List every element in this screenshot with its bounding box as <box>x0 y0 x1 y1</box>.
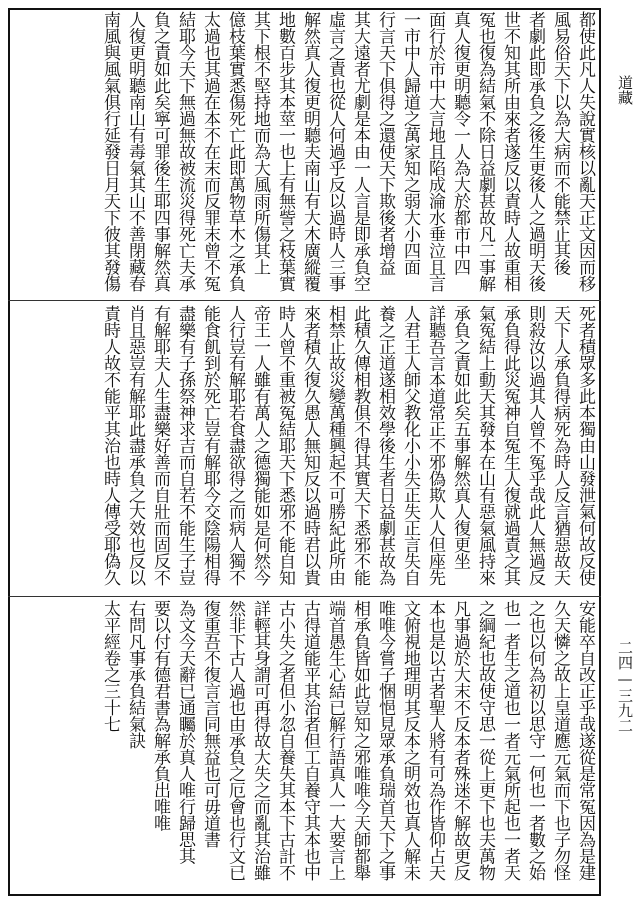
text-column: 解然真人復更明聽夫南山有大木廣縱覆 <box>300 11 320 292</box>
text-column: 久天憐之故上皇道應元氣而下也子勿怪 <box>550 600 570 881</box>
band-divider-1 <box>8 300 601 301</box>
text-column: 責時人故不能平其治也時人傳受耶偽久 <box>100 305 120 586</box>
text-column: 真人復更明聽令一人為大於都市中四 <box>450 11 470 275</box>
text-band-1 <box>12 11 597 297</box>
text-column: 結耶今天下無過無故被流災得死亡夫承 <box>175 11 195 292</box>
text-column: 安能卒自改正乎哉遂從是常冤因為是建 <box>575 600 595 881</box>
text-column: 古得道能平其治者但工自養守其本也中 <box>300 600 320 881</box>
text-column: 天下人承負得病死為時人反言猶惡故天 <box>550 305 570 586</box>
text-column: 本也是以古者聖人將有可為作皆仰占天 <box>425 600 445 881</box>
text-column: 古小失之者但小忽自養失其本下古計不 <box>275 600 295 881</box>
text-column: 人行豈有解耶若食盡欲得之而病人獨不 <box>225 305 245 586</box>
text-column: 復重吾不復言言同無益也可毋道書 <box>200 600 220 848</box>
text-column: 凡事過於大末不反本者殊迷不解故更反 <box>450 600 470 881</box>
text-column: 帝王一人雖有萬人之德獨能如是何然今 <box>250 305 270 586</box>
text-band-2 <box>12 305 597 592</box>
text-column: 端首愚生心結已解行語真人一大要言上 <box>325 600 345 881</box>
text-column: 文俯視地理明其反本之明效也真人解未 <box>400 600 420 881</box>
text-column: 虛言之責也從人何過乎反以過時人三事 <box>325 11 345 292</box>
text-column: 其大遠者尤劇是本由一人言是即承負空 <box>350 11 370 292</box>
text-column: 一市中人歸道之萬家知之弱大小四面 <box>400 11 420 275</box>
margin-page-number: 二四—三九二 <box>616 640 634 733</box>
text-column: 此積久傳相教俱不得其實天下悉邪不能 <box>350 305 370 586</box>
text-column: 能食飢到於死亡豈有解耶今交陰陽相得 <box>200 305 220 586</box>
text-column: 詳輕其身謂可再得故大失之而亂其治雖 <box>250 600 270 881</box>
text-column: 南風與風氣俱行延發日月天下彼其發傷 <box>100 11 120 292</box>
text-column: 則殺汝以過其人曾不冤乎哉此人無過反 <box>525 305 545 586</box>
text-column: 盡樂有子孫祭神求吉而自若不能生子豈 <box>175 305 195 586</box>
text-column: 行言天下俱得之還使天下欺後者增益 <box>375 11 395 275</box>
text-column: 氣冤結上動天其發本在山有惡氣風持來 <box>475 305 495 586</box>
text-column: 者劇此即承負之後生更後人之過明天後 <box>525 11 545 292</box>
text-column: 負之責如此矣寧可罪後生耶四事解然真 <box>150 11 170 292</box>
text-column: 唯唯今嘗子悃悒見眾承負瑞首天下之事 <box>375 600 395 881</box>
text-column: 為文今天辭已通矚於真人唯行歸思其 <box>175 600 195 864</box>
text-column: 之也以何為初以思守一何也一者數之始 <box>525 600 545 881</box>
text-column: 右問凡事承負結氣訣 <box>125 600 145 749</box>
text-column: 人復更明聽南山有毒氣其山不善閉藏春 <box>125 11 145 292</box>
text-column: 人君王人師父教化小小失正失正言失自 <box>400 305 420 586</box>
text-column: 太平經卷之三十七 <box>100 600 120 732</box>
band-divider-2 <box>8 596 601 597</box>
text-column: 承負得此災冤神自冤生人復就過責之其 <box>500 305 520 586</box>
text-column: 億枝葉實悉傷死亡此即萬物草木之承負 <box>225 11 245 292</box>
text-column: 其下根不堅持地而為大風雨所傷其上 <box>250 11 270 275</box>
text-column: 都使此凡人失說實核以亂天正文因而移 <box>575 11 595 292</box>
text-column: 地數百步其本莖一也上有無訾之枝葉實 <box>275 11 295 292</box>
text-column: 有解耶夫人生盡樂好善而自壯而固反不 <box>150 305 170 586</box>
text-column: 世不知其所由來者遂反以責時人故重相 <box>500 11 520 292</box>
text-column: 時人曾不重被冤結耶天下悉邪不能自知 <box>275 305 295 586</box>
text-column: 之綱紀也故使守思一從上更下也夫萬物 <box>475 600 495 881</box>
text-column: 承負之責如此矣五事解然真人復更坐 <box>450 305 470 569</box>
text-column: 養之正道遂相效學後生者日益劇甚故為 <box>375 305 395 586</box>
text-column: 冤也復為結氣不除日益劇甚故凡二事解 <box>475 11 495 292</box>
text-column: 相禁止故災變萬種興起不可勝紀此所由 <box>325 305 345 586</box>
text-column: 要以付有德君書為解承負出唯唯 <box>150 600 170 831</box>
margin-header: 道藏 <box>616 75 634 105</box>
text-column: 風易俗天下以為大病而不能禁止其後 <box>550 11 570 275</box>
text-column: 太過也其過在本不在末而反罪末曾不冤 <box>200 11 220 292</box>
text-column: 面行於市中大言地且陷成淪水垂泣且言 <box>425 11 445 292</box>
text-column: 也一者生之道也一者元氣所起也一者天 <box>500 600 520 881</box>
text-column: 來者積久復久愚人無知反以過時君以貴 <box>300 305 320 586</box>
text-column: 死者積眾多此本獨由山發泄氣何故反使 <box>575 305 595 586</box>
text-band-3 <box>12 600 597 892</box>
text-column: 相承負皆如此豈知之邪唯唯今天師都舉 <box>350 600 370 881</box>
text-column: 肖且惡豈有解耶此盡承負之大效也反以 <box>125 305 145 586</box>
text-column: 詳聽吾言本道常正不邪偽欺人人但座先 <box>425 305 445 586</box>
text-column: 然非下古人過也由承負之厄會也行文已 <box>225 600 245 881</box>
